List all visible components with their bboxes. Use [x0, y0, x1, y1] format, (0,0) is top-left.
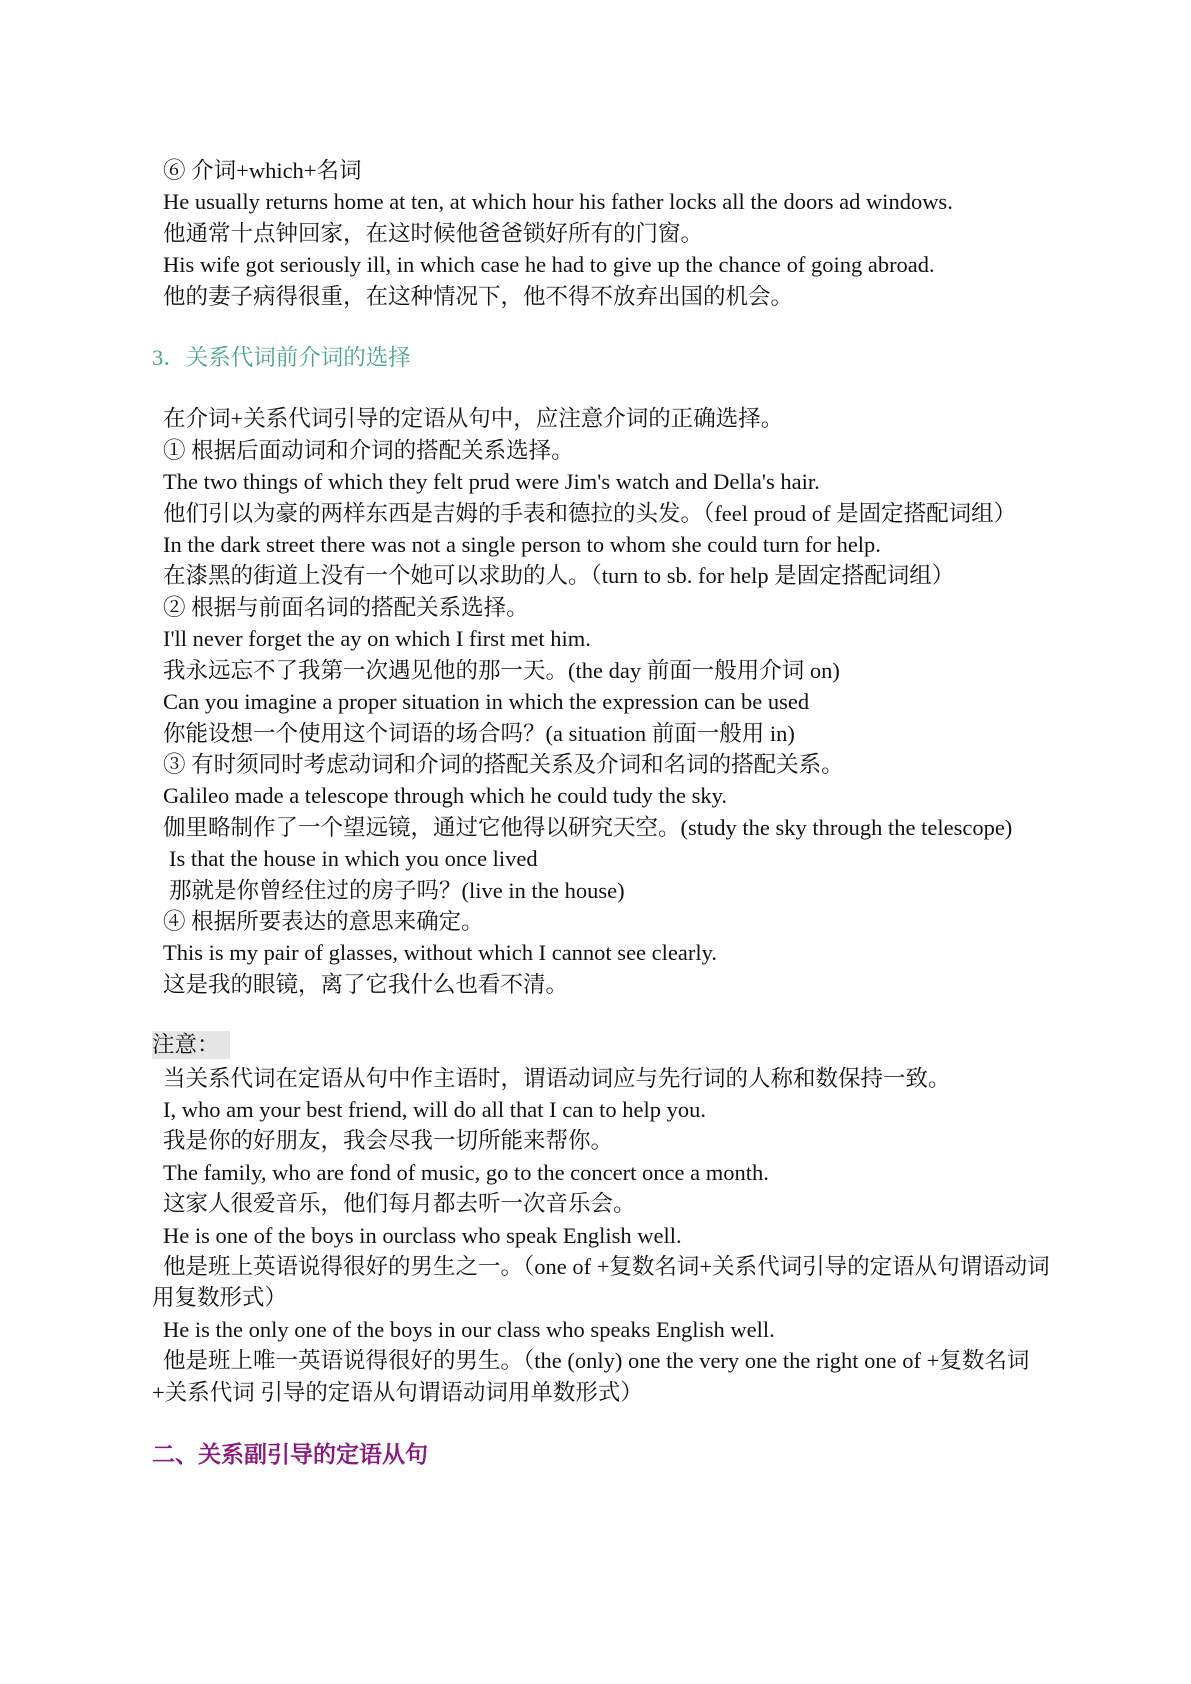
- rule2-example2-en: Can you imagine a proper situation in which the expression can be used: [163, 689, 810, 715]
- note-example1-en: I, who am your best friend, will do all that I can to help you.: [163, 1096, 706, 1122]
- note-example4-en: He is the only one of the boys in our class who speaks English well.: [163, 1316, 775, 1342]
- heading-part2-relative-adverbs: 二、关系副引导的定语从句: [152, 1442, 428, 1468]
- rule3-example2-en: Is that the house in which you once lived: [169, 846, 538, 872]
- rule1-example1-zh: 他们引以为豪的两样东西是吉姆的手表和德拉的头发。（feel proud of 是固定搭配词组）: [163, 500, 1017, 526]
- rule1-example2-zh: 在漆黑的街道上没有一个她可以求助的人。（turn to sb. for help 是固定搭配词组）: [163, 563, 955, 589]
- rule3-title: ③ 有时须同时考虑动词和介词的搭配关系及介词和名词的搭配关系。: [163, 751, 844, 777]
- note-label: 注意：: [152, 1031, 230, 1059]
- section6-line-1: He usually returns home at ten, at which hour his father locks all the doors ad windows.: [163, 189, 953, 215]
- note-example2-en: The family, who are fond of music, go to the concert once a month.: [163, 1159, 769, 1185]
- note-label-row: [152, 1031, 1058, 1062]
- rule1-example1-en: The two things of which they felt prud were Jim's watch and Della's hair.: [163, 469, 820, 495]
- rule2-example2-zh: 你能设想一个使用这个词语的场合吗？(a situation 前面一般用 in): [163, 720, 795, 746]
- rule3-example1-en: Galileo made a telescope through which he could tudy the sky.: [163, 783, 728, 809]
- note-example2-zh: 这家人很爱音乐，他们每月都去听一次音乐会。: [163, 1191, 636, 1217]
- note-rule: 当关系代词在定语从句中作主语时，谓语动词应与先行词的人称和数保持一致。: [163, 1065, 951, 1091]
- rule1-title: ① 根据后面动词和介词的搭配关系选择。: [163, 437, 574, 463]
- rule3-example1-zh: 伽里略制作了一个望远镜，通过它他得以研究天空。(study the sky through the telescope): [163, 814, 1013, 840]
- document-page: [152, 155, 1058, 1470]
- intro-text: 在介词+关系代词引导的定语从句中，应注意介词的正确选择。: [163, 406, 784, 432]
- note-example3-zh: 他是班上英语说得很好的男生之一。（one of +复数名词+关系代词引导的定语从句谓语动词用复数形式）: [152, 1253, 1050, 1311]
- rule4-title: ④ 根据所要表达的意思来确定。: [163, 908, 484, 934]
- heading-3-preposition-choice: 3．关系代词前介词的选择: [152, 345, 411, 371]
- rule4-example1-zh: 这是我的眼镜，离了它我什么也看不清。: [163, 971, 569, 997]
- rule4-example1-en: This is my pair of glasses, without which I cannot see clearly.: [163, 940, 718, 966]
- section6-line-2: 他通常十点钟回家，在这时候他爸爸锁好所有的门窗。: [163, 220, 704, 246]
- section6-line-3: His wife got seriously ill, in which case he had to give up the chance of going abroad.: [163, 252, 935, 278]
- section6-line-4: 他的妻子病得很重，在这种情况下，他不得不放弃出国的机会。: [163, 283, 794, 309]
- note-example3-en: He is one of the boys in ourclass who speak English well.: [163, 1222, 682, 1248]
- rule2-example1-en: I'll never forget the ay on which I first met him.: [163, 626, 591, 652]
- rule2-example1-zh: 我永远忘不了我第一次遇见他的那一天。(the day 前面一般用介词 on): [163, 657, 840, 683]
- rule2-title: ② 根据与前面名词的搭配关系选择。: [163, 594, 529, 620]
- note-example1-zh: 我是你的好朋友，我会尽我一切所能来帮你。: [163, 1128, 614, 1154]
- section6-title: ⑥ 介词+which+名词: [163, 158, 362, 183]
- note-example4-zh: 他是班上唯一英语说得很好的男生。（the (only) one the very one the right one of +复数名词+关系代词 引导的定语从句谓语动词用单数形式）: [152, 1348, 1030, 1405]
- rule1-example2-en: In the dark street there was not a single person to whom she could turn for help.: [163, 532, 881, 558]
- rule3-example2-zh: 那就是你曾经住过的房子吗？(live in the house): [169, 877, 625, 903]
